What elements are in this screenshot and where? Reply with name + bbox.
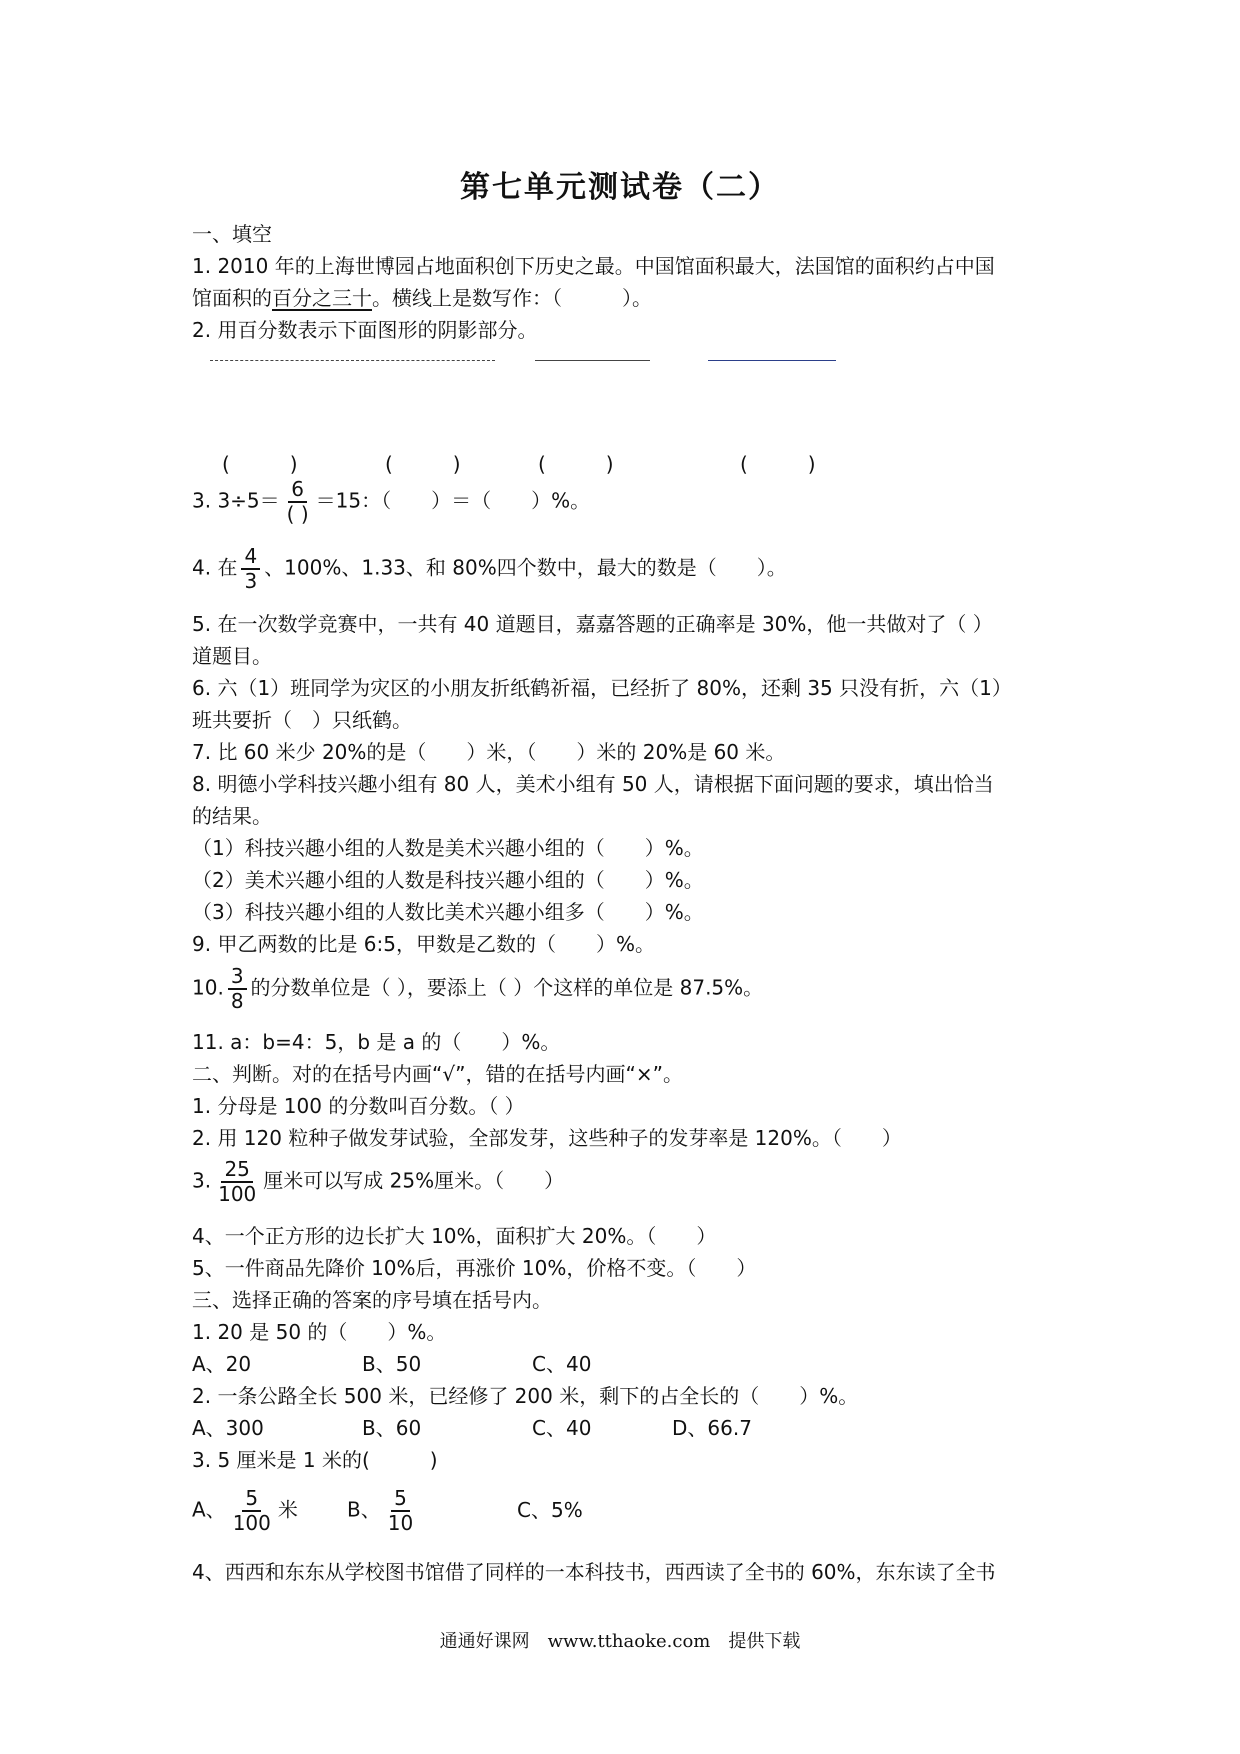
fraction-denominator: 100 xyxy=(218,1182,257,1206)
figure-placeholder-1 xyxy=(210,360,495,361)
fraction xyxy=(385,1487,416,1535)
question-8-sub-3: （3）科技兴趣小组的人数比美术兴趣小组多（ ）%。 xyxy=(192,900,704,924)
question-1-line-2 xyxy=(192,286,652,310)
section-heading-fill: 一、填空 xyxy=(192,222,272,246)
question-4-text-a: 4. 在 xyxy=(192,555,238,580)
option-b-label: B、 xyxy=(347,1497,381,1522)
question-3-text-b: ＝15：（ ）＝（ ）%。 xyxy=(315,488,591,513)
question-10-text-a: 10. xyxy=(192,975,224,1000)
fraction-numerator: 4 xyxy=(241,545,260,570)
answer-paren-2: ( ) xyxy=(385,452,461,476)
fraction xyxy=(215,1158,259,1206)
underlined-phrase: 百分之三十 xyxy=(272,286,372,310)
judge-question-5: 5、一件商品先降价 10%后，再涨价 10%，价格不变。（ ） xyxy=(192,1256,757,1280)
fraction-numerator: 5 xyxy=(391,1487,410,1512)
question-8-line-2: 的结果。 xyxy=(192,804,272,828)
option-a xyxy=(192,1487,347,1535)
fraction-numerator: 3 xyxy=(228,965,247,990)
question-3 xyxy=(192,478,590,526)
option-b: B、60 xyxy=(362,1416,422,1440)
judge-question-3 xyxy=(192,1158,564,1206)
fraction-numerator: 5 xyxy=(242,1487,261,1512)
question-2: 2. 用百分数表示下面图形的阴影部分。 xyxy=(192,318,538,342)
section-heading-choice: 三、选择正确的答案的序号填在括号内。 xyxy=(192,1288,552,1312)
judge-question-1: 1. 分母是 100 的分数叫百分数。（ ） xyxy=(192,1094,525,1118)
question-4-text-b: 、100%、1.33、和 80%四个数中，最大的数是（ ）。 xyxy=(264,555,787,580)
fraction-numerator: 25 xyxy=(221,1158,252,1183)
question-11: 11. a：b=4：5，b 是 a 的（ ）%。 xyxy=(192,1030,561,1054)
fraction xyxy=(230,1487,274,1535)
judge-question-4: 4、一个正方形的边长扩大 10%，面积扩大 20%。（ ） xyxy=(192,1224,717,1248)
question-10 xyxy=(192,965,763,1013)
question-3-text-a: 3. 3÷5＝ xyxy=(192,488,280,513)
question-8-sub-1: （1）科技兴趣小组的人数是美术兴趣小组的（ ）%。 xyxy=(192,836,704,860)
choice-question-1-options xyxy=(192,1352,591,1376)
question-8-line-1: 8. 明德小学科技兴趣小组有 80 人，美术小组有 50 人，请根据下面问题的要求，填出恰当 xyxy=(192,772,994,796)
option-c: C、5% xyxy=(517,1497,583,1522)
answer-paren-3: ( ) xyxy=(538,452,614,476)
footer-credit: 通通好课网 www.tthaoke.com 提供下载 xyxy=(439,1631,801,1652)
page-title: 第七单元测试卷（二） xyxy=(460,170,780,205)
figure-placeholder-3 xyxy=(708,360,836,361)
question-5-line-1: 5. 在一次数学竞赛中，一共有 40 道题目，嘉嘉答题的正确率是 30%，他一共做对了（ ） xyxy=(192,612,993,636)
question-1-text-b: 。横线上是数写作：（ ）。 xyxy=(372,286,652,310)
fraction xyxy=(228,965,247,1013)
question-7: 7. 比 60 米少 20%的是（ ）米，（ ）米的 20%是 60 米。 xyxy=(192,740,786,764)
option-c: C、40 xyxy=(532,1416,592,1440)
fraction-denominator: 3 xyxy=(244,569,258,593)
choice-question-1: 1. 20 是 50 的（ ）%。 xyxy=(192,1320,447,1344)
question-9: 9. 甲乙两数的比是 6:5，甲数是乙数的（ ）%。 xyxy=(192,932,655,956)
fraction xyxy=(241,545,260,593)
fraction-numerator: 6 xyxy=(288,478,307,503)
question-1-line-1: 1. 2010 年的上海世博园占地面积创下历史之最。中国馆面积最大，法国馆的面积约占中国 xyxy=(192,254,995,278)
option-a: A、20 xyxy=(192,1352,252,1376)
question-6-line-1: 6. 六（1）班同学为灾区的小朋友折纸鹤祈福，已经折了 80%，还剩 35 只没有折，六（1） xyxy=(192,676,1012,700)
fraction-denominator: ( ) xyxy=(286,502,309,526)
option-a-unit: 米 xyxy=(277,1497,298,1522)
fraction-denominator: 10 xyxy=(387,1511,414,1535)
question-1-text-a: 馆面积的 xyxy=(192,286,272,310)
answer-paren-1: ( ) xyxy=(222,452,298,476)
question-10-text-b: 的分数单位是（ ），要添上（ ）个这样的单位是 87.5%。 xyxy=(250,975,764,1000)
option-a-label: A、 xyxy=(192,1497,226,1522)
figure-placeholder-2 xyxy=(535,360,650,361)
option-a: A、300 xyxy=(192,1416,264,1440)
question-8-sub-2: （2）美术兴趣小组的人数是科技兴趣小组的（ ）%。 xyxy=(192,868,704,892)
section-heading-judge: 二、判断。对的在括号内画“√”，错的在括号内画“×”。 xyxy=(192,1062,683,1086)
option-d: D、66.7 xyxy=(672,1416,752,1440)
question-6-line-2: 班共要折（ ）只纸鹤。 xyxy=(192,708,412,732)
question-4 xyxy=(192,545,787,593)
choice-question-4: 4、西西和东东从学校图书馆借了同样的一本科技书，西西读了全书的 60%，东东读了全书 xyxy=(192,1560,996,1584)
question-5-line-2: 道题目。 xyxy=(192,644,272,668)
answer-paren-4: ( ) xyxy=(740,452,816,476)
option-c: C、40 xyxy=(532,1352,592,1376)
fraction-denominator: 8 xyxy=(230,989,244,1013)
choice-question-2-options xyxy=(192,1416,752,1440)
judge-question-3-text-a: 3. xyxy=(192,1168,212,1193)
judge-question-3-text-b: 厘米可以写成 25%厘米。（ ） xyxy=(263,1168,565,1193)
fraction xyxy=(284,478,312,526)
option-b: B、50 xyxy=(362,1352,422,1376)
choice-question-2: 2. 一条公路全长 500 米，已经修了 200 米，剩下的占全长的（ ）%。 xyxy=(192,1384,859,1408)
judge-question-2: 2. 用 120 粒种子做发芽试验，全部发芽，这些种子的发芽率是 120%。（ ） xyxy=(192,1126,902,1150)
fraction-denominator: 100 xyxy=(232,1511,271,1535)
choice-question-3: 3. 5 厘米是 1 米的( ) xyxy=(192,1448,438,1472)
option-b xyxy=(347,1487,517,1535)
choice-question-3-options xyxy=(192,1487,583,1535)
